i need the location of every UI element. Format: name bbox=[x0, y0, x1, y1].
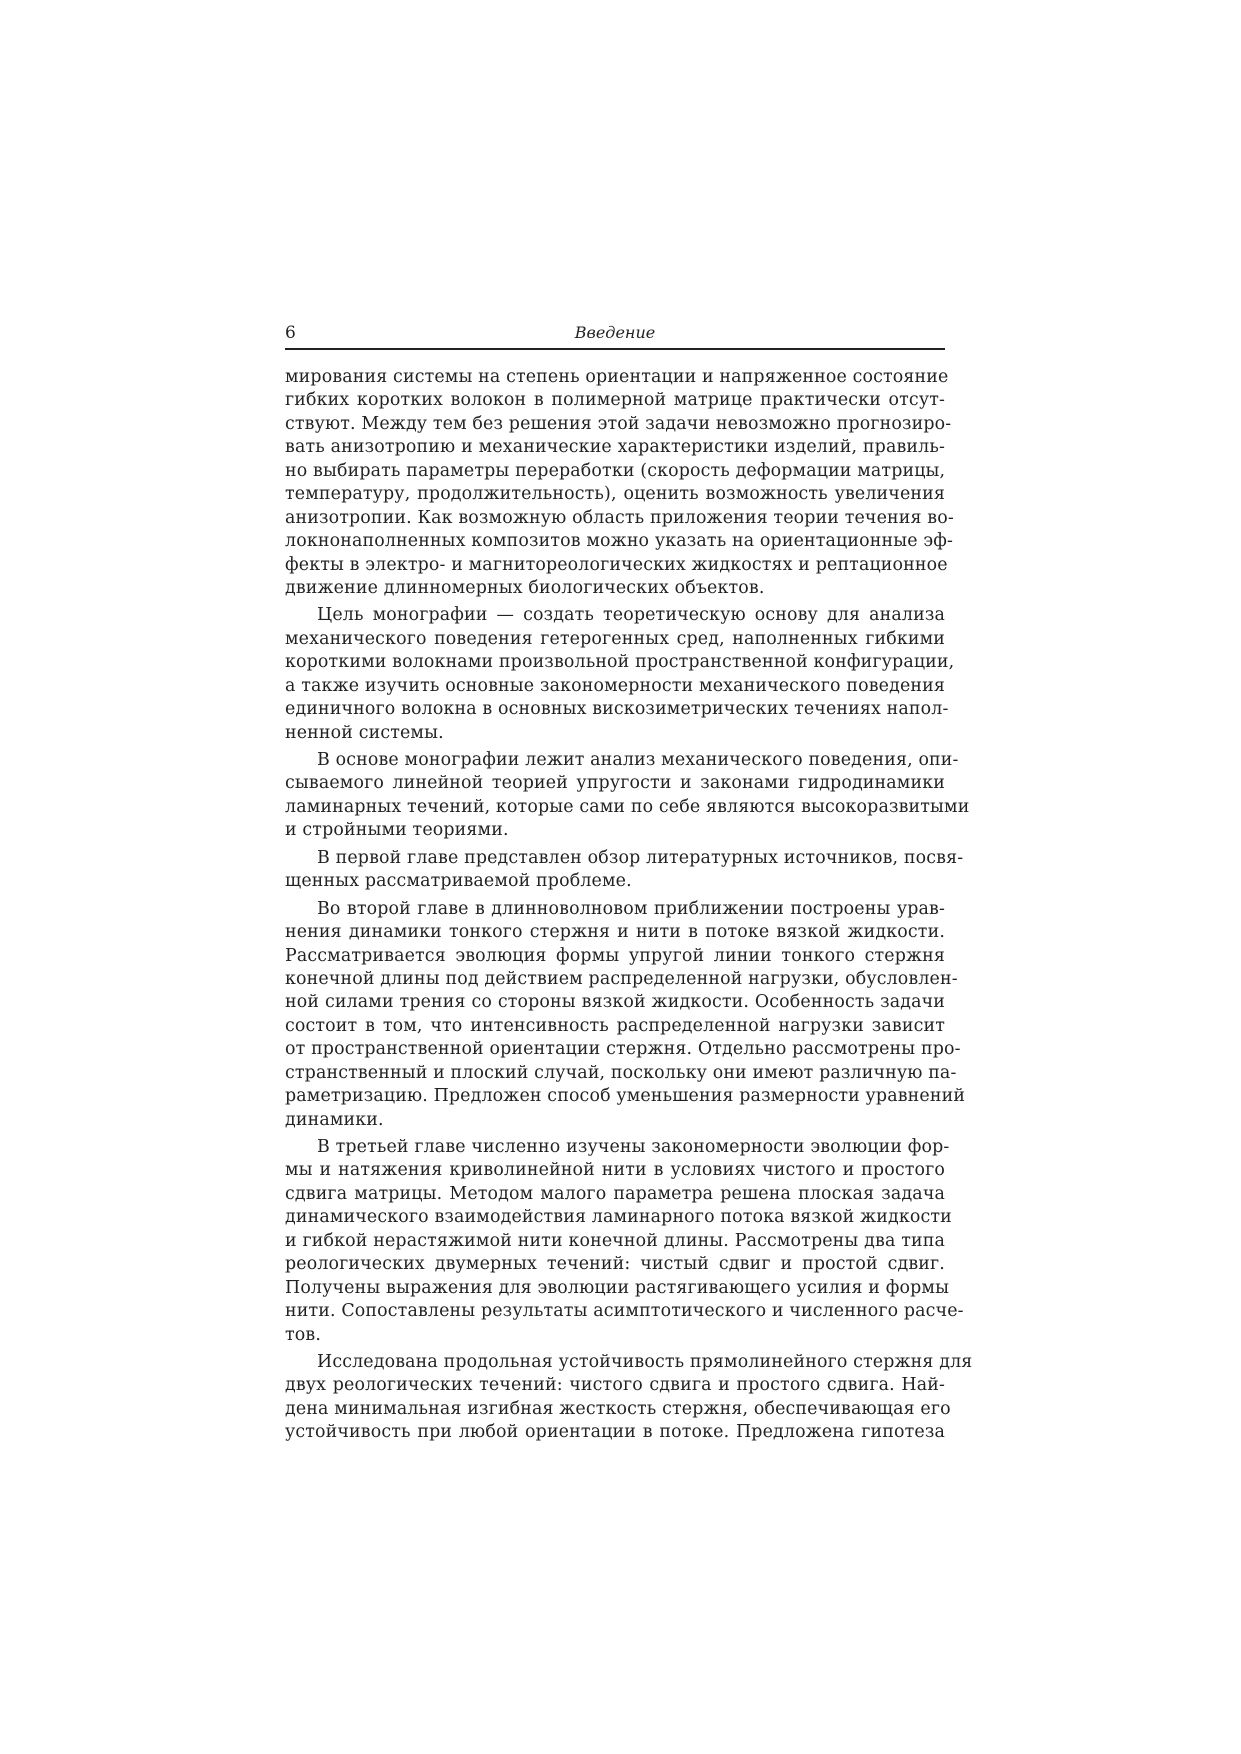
text-line: щенных рассматриваемой проблеме. bbox=[285, 871, 632, 892]
text-line: ненной системы. bbox=[285, 722, 444, 743]
text-line: Исследована продольная устойчивость прямолинейного стержня для bbox=[317, 1351, 973, 1372]
text-line: но выбирать параметры переработки (скорость деформации матрицы, bbox=[285, 460, 946, 481]
text-line: Цель монографии — создать теоретическую основу для анализа bbox=[317, 605, 945, 626]
text-line: Рассматривается эволюция формы упругой линии тонкого стержня bbox=[285, 945, 945, 966]
text-line: В основе монографии лежит анализ механического поведения, опи- bbox=[317, 750, 959, 770]
paragraph-7 bbox=[285, 1351, 973, 1445]
text-line: ламинарных течений, которые сами по себе являются высокоразвитыми bbox=[285, 796, 970, 817]
running-title: Введение bbox=[574, 323, 656, 342]
text-line: гибких коротких волокон в полимерной матрице практически отсут- bbox=[285, 390, 945, 411]
text-line: конечной длины под действием распределенной нагрузки, обусловлен- bbox=[285, 968, 958, 989]
text-line: динамики. bbox=[285, 1109, 384, 1130]
text-line: состоит в том, что интенсивность распределенной нагрузки зависит bbox=[285, 1015, 945, 1036]
text-line: вать анизотропию и механические характеристики изделий, правиль- bbox=[285, 437, 945, 458]
text-line: В третьей главе численно изучены закономерности эволюции фор- bbox=[317, 1137, 950, 1157]
paragraph-5 bbox=[285, 898, 966, 1132]
text-line: ной силами трения со стороны вязкой жидкости. Особенность задачи bbox=[285, 992, 945, 1013]
text-line: от пространственной ориентации стержня. Отдельно рассмотрены про- bbox=[285, 1039, 961, 1060]
text-line: устойчивость при любой ориентации в потоке. Предложена гипотеза bbox=[285, 1422, 945, 1443]
text-line: ствуют. Между тем без решения этой задачи невозможно прогнозиро- bbox=[285, 413, 952, 434]
page-number: 6 bbox=[285, 323, 296, 343]
text-line: и стройными теориями. bbox=[285, 820, 509, 841]
body-text bbox=[285, 366, 973, 1449]
text-line: механического поведения гетерогенных сред, наполненных гибкими bbox=[285, 628, 945, 649]
text-line: локнонаполненных композитов можно указать на ориентационные эф- bbox=[285, 531, 954, 552]
text-line: движение длинномерных биологических объектов. bbox=[285, 577, 765, 598]
text-line: мы и натяжения криволинейной нити в условиях чистого и простого bbox=[285, 1160, 945, 1181]
text-line: странственный и плоский случай, поскольку они имеют различную па- bbox=[285, 1062, 957, 1083]
text-line: сдвига матрицы. Методом малого параметра решена плоская задача bbox=[285, 1183, 945, 1204]
text-line: двух реологических течений: чистого сдвига и простого сдвига. Най- bbox=[285, 1375, 945, 1396]
text-line: анизотропии. Как возможную область приложения теории течения во- bbox=[285, 507, 954, 528]
text-line: тов. bbox=[285, 1324, 322, 1345]
paragraph-4 bbox=[285, 847, 964, 894]
text-line: Получены выражения для эволюции растягивающего усилия и формы bbox=[285, 1277, 950, 1298]
paragraph-6 bbox=[285, 1136, 964, 1347]
paragraph-3 bbox=[285, 749, 970, 843]
text-line: нити. Сопоставлены результаты асимптотического и численного расче- bbox=[285, 1301, 964, 1322]
page-header bbox=[285, 322, 945, 350]
text-line: а также изучить основные закономерности механического поведения bbox=[285, 675, 945, 696]
text-line: реологических двумерных течений: чистый сдвиг и простой сдвиг. bbox=[285, 1254, 945, 1275]
paragraph-1 bbox=[285, 366, 954, 600]
text-line: и гибкой нерастяжимой нити конечной длины. Рассмотрены два типа bbox=[285, 1230, 945, 1251]
text-line: короткими волокнами произвольной пространственной конфигурации, bbox=[285, 652, 955, 673]
text-line: температуру, продолжительность), оценить возможность увеличения bbox=[285, 484, 945, 505]
text-line: мирования системы на степень ориентации и напряженное состояние bbox=[285, 367, 949, 387]
text-line: сываемого линейной теорией упругости и законами гидродинамики bbox=[285, 773, 945, 794]
text-line: динамического взаимодействия ламинарного потока вязкой жидкости bbox=[285, 1207, 952, 1228]
text-line: раметризацию. Предложен способ уменьшения размерности уравнений bbox=[285, 1086, 966, 1107]
text-line: дена минимальная изгибная жесткость стержня, обеспечивающая его bbox=[285, 1398, 951, 1419]
text-line: единичного волокна в основных вискозиметрических течениях напол- bbox=[285, 699, 949, 720]
text-line: фекты в электро- и магнитореологических жидкостях и рептационное bbox=[285, 554, 948, 575]
paragraph-2 bbox=[285, 604, 955, 745]
text-line: В первой главе представлен обзор литературных источников, посвя- bbox=[317, 847, 964, 868]
text-line: нения динамики тонкого стержня и нити в потоке вязкой жидкости. bbox=[285, 922, 945, 943]
text-line: Во второй главе в длинноволновом приближении построены урав- bbox=[317, 898, 945, 919]
